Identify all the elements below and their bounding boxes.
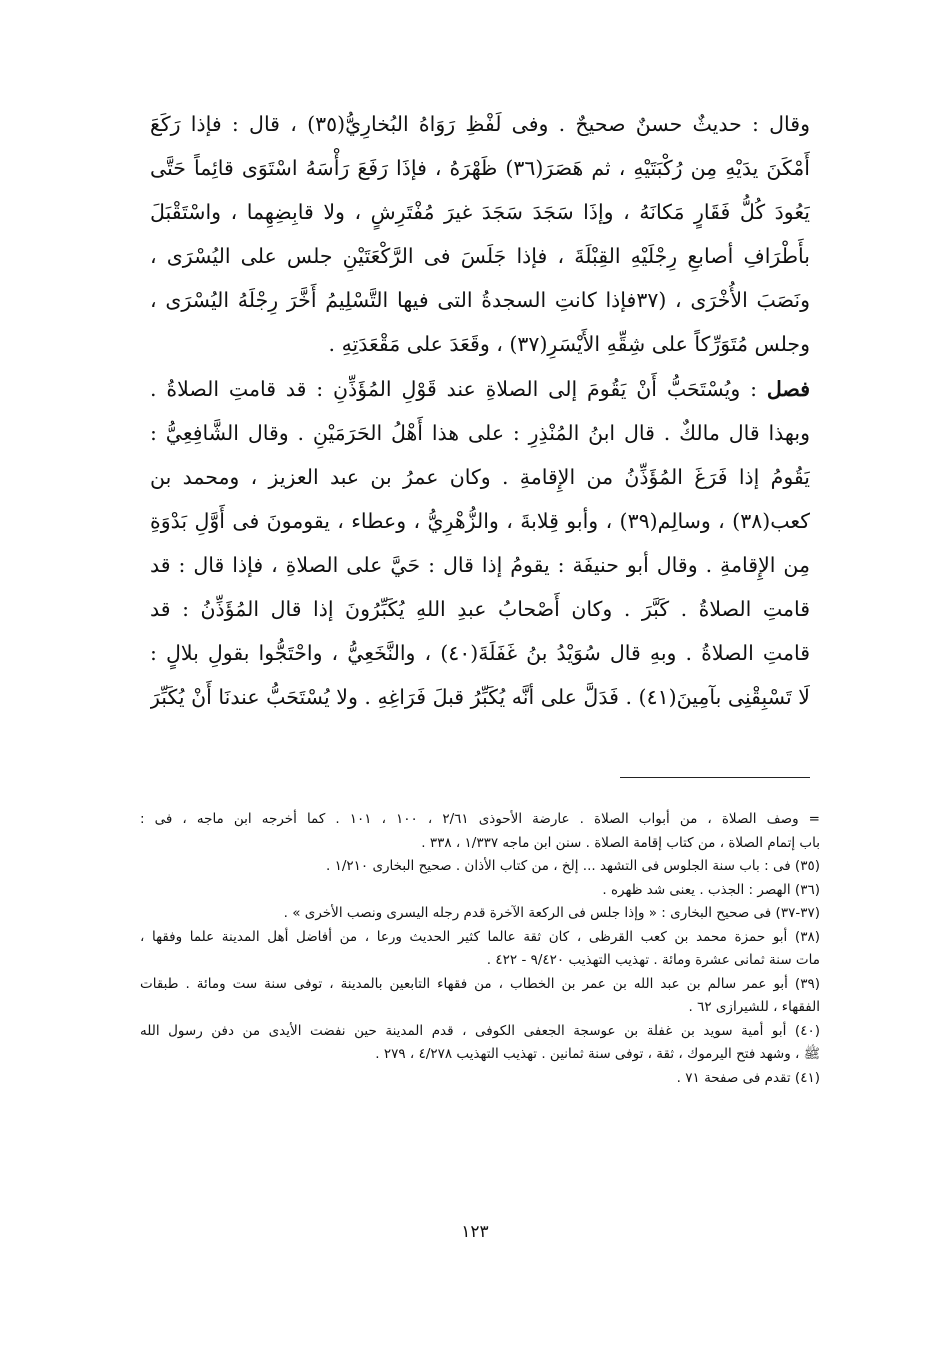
footnote-divider [620, 777, 810, 778]
footnote-line: (٤٠) أبو أمية سويد بن غفلة بن عوسجة الجعفى الكوفى ، قدم المدينة حين نفضت الأيدى من دفن رسول الله [140, 1022, 820, 1039]
footnote-41 [140, 1067, 820, 1091]
text-line: قامتِ الصلاةُ . كَبَّرَ . وكان أَصْحابُ عبدِ اللهِ يُكَبِّرُونَ إذا قال المُؤَذِّنُ : قد [150, 597, 810, 622]
text-line: وجلس مُتَوَرِّكاً على شِقِّهِ الأَيْسَرِ(٣٧) ، وقَعَدَ على مَقْعَدَتِهِ . [328, 332, 810, 357]
footnotes [140, 808, 820, 1090]
footnote-line: الفقهاء ، للشيرازى ٦٢ . [688, 999, 820, 1015]
footnote-line: (٣٥) فى : باب سنة الجلوس فى التشهد ... إلخ ، من كتاب الأذان . صحيح البخارى ١/٢١٠ . [326, 858, 820, 874]
text-line: وبهذا قال مالكٌ . قال ابنُ المُنْذِرِ : على هذا أَهْلُ الحَرَمَيْنِ . وقال الشَّافِعِيُّ : [150, 420, 810, 445]
text-line: بأَطْرَافِ أصابعِ رِجْلَيْهِ القِبْلَةَ ، فإذا جَلَسَ فى الرَّكْعَتَيْنِ جلس على اليُسْرَى ، [150, 244, 810, 269]
text-line: لَا تَسْبِقْنِى بآمِينَ(٤١) . فَدَلَّ على أنَّه يُكَبِّرُ قبلَ فَرَاغِهِ . ولا يُسْتَحَبُّ عندنَا أَنْ يُكَبِّرَ [150, 685, 810, 710]
footnote-line: (٤١) تقدم فى صفحة ٧١ . [676, 1069, 820, 1086]
footnote-line: باب إتمام الصلاة ، من كتاب إقامة الصلاة . سنن ابن ماجه ١/٣٣٧ ، ٣٣٨ . [421, 834, 820, 851]
text-line: ونَصَبَ الأُخْرَى ، (٣٧فإذا كانتِ السجدةُ التى فيها التَّسْلِيمُ أَخَّرَ رِجْلَهُ اليُسْرَى ، [150, 288, 810, 313]
footnote-line: (٣٨) أبو حمزة محمد بن كعب القرظى ، كان ثقة عالما كثير الحديث ورعا ، من أفاضل أهل المدينة علما وفقها ، [140, 928, 820, 945]
footnote-37 [140, 902, 820, 926]
text-line: وقال : حديثٌ حسنٌ صحيحٌ . وفى لَفْظِ رَوَاهُ البُخارِيُّ(٣٥) ، قال : فإذا رَكَعَ [150, 112, 810, 136]
section-first-line [150, 367, 810, 411]
footnote-line: (٣٩) أبو عمر سالم بن عبد الله بن عمر بن الخطاب ، من فقهاء التابعين بالمدينة ، توفى سنة ست ومائة . طبقات [140, 975, 820, 992]
text-line-segment: : ويُسْتَحَبُّ أَنْ يَقُومَ إلى الصلاةِ عند قَوْلِ المُؤَذِّنِ : قد قامتِ الصلاةُ . [150, 376, 758, 401]
footnote-line: = وصف الصلاة ، من أبواب الصلاة . عارضة الأحوذى ٢/٦١ ، ١٠٠ ، ١٠١ . كما أخرجه ابن ماجه ، فى : [140, 811, 820, 827]
text-line: يَعُودَ كُلُّ فَقَارٍ مَكانَهُ ، وإذَا سَجَدَ سَجَدَ غيرَ مُفْتَرِشٍ ، ولا قابِضِهِما ، واسْتَقْبَلَ [150, 200, 810, 225]
footnote-36 [140, 879, 820, 903]
page-number: ١٢٣ [461, 1222, 489, 1242]
text-line: كعب(٣٨) ، وسالِم(٣٩) ، وأبو قِلابةَ ، والزُّهْرِيُّ ، وعطاء ، يقومونَ فى أَوَّلِ بَدْوَةِ [150, 508, 810, 533]
text-line: قامتِ الصلاةُ . وبهِ قال سُوَيْدُ بنُ غَفَلَةَ(٤٠) ، والنَّخَعِيُّ ، واحْتَجُّوا بقولِ بلالٍ : [150, 641, 810, 666]
text-line: مِن الإِقامةِ . وقال أبو حنيفَة : يقومُ إذا قال : حَيَّ على الصلاةِ ، فإذا قال : قد [150, 552, 810, 577]
footnote-39 [140, 973, 820, 1020]
footnote-line: (٣٧-٣٧) فى صحيح البخارى : « وإذا جلس فى الركعة الآخرة قدم رجله اليسرى ونصب الأخرى » . [283, 905, 820, 921]
text-line: يَقُومُ إذا فَرَغَ المُؤَذِّنُ من الإِقامةِ . وكان عمرُ بن عبد العزيز ، ومحمد بن [150, 464, 810, 489]
footnote-38 [140, 926, 820, 973]
footnote-line: ﷺ ، وشهد فتح اليرموك ، ثقة ، توفى سنة ثمانين . تهذيب التهذيب ٤/٢٧٨ ، ٢٧٩ . [375, 1046, 820, 1062]
footnote-continuation [140, 808, 820, 855]
main-text-body [150, 102, 810, 719]
footnote-40 [140, 1020, 820, 1067]
footnote-line: (٣٦) الهصر : الجذب . يعنى شد ظهره . [602, 881, 820, 898]
paragraph-1 [150, 102, 810, 367]
text-line: أَمْكَنَ يدَيْهِ مِن رُكْبَتَيْهِ ، ثم هَصَرَ(٣٦) ظَهْرَهُ ، فإذَا رَفَعَ رَأْسَهُ اسْتَوَى قائِماً حَتَّى [150, 156, 810, 181]
section-heading: فصل [766, 376, 810, 401]
footnote-line: مات سنة ثمانى عشرة ومائة . تهذيب التهذيب ٩/٤٢٠ - ٤٢٢ . [486, 952, 820, 968]
footnote-35 [140, 855, 820, 879]
paragraph-2 [150, 367, 810, 720]
